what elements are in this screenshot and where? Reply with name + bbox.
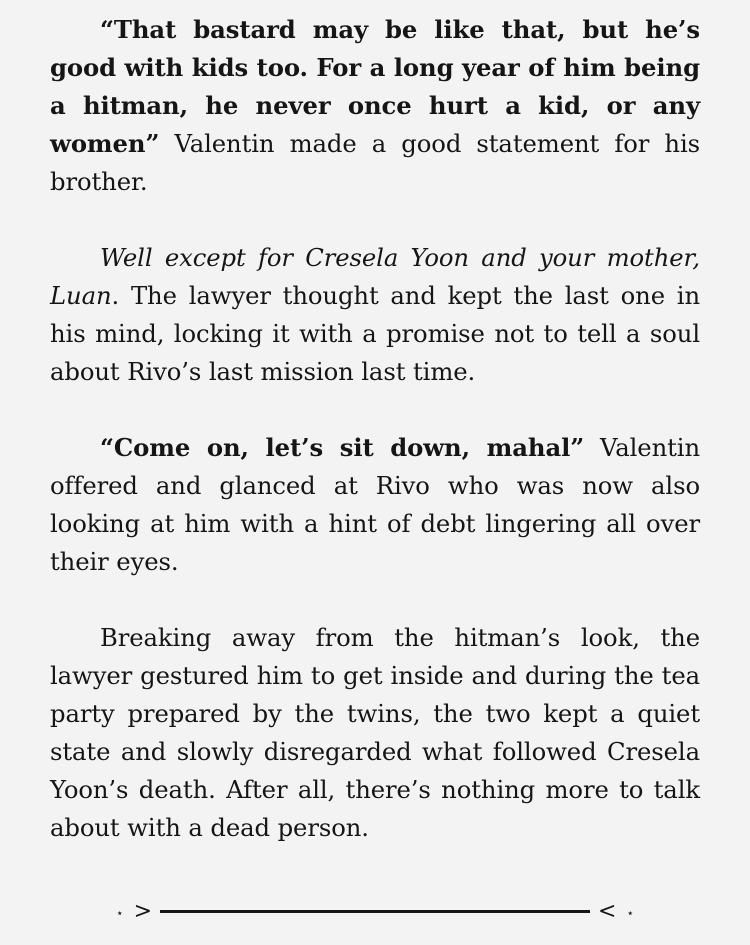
paragraph-4	[50, 619, 700, 847]
narration: Valentin offered and glanced at Rivo who was now also looking at him with a hint of debt lingering all over their eyes.	[50, 433, 700, 576]
paragraph-1	[50, 11, 700, 201]
divider-line	[160, 910, 590, 913]
narration: Valentin made a good statement for his brother.	[50, 129, 700, 196]
left-arrow-icon: <	[598, 898, 617, 924]
scene-divider	[0, 896, 750, 926]
star-icon: ⋆	[116, 906, 124, 920]
right-arrow-icon: >	[133, 898, 152, 924]
narration: Breaking away from the hitman’s look, the lawyer gestured him to get inside and during the tea party prepared by the twins, the two kept a quiet state and slowly disregarded what followed Cresela Yoon’s death. After all, there’s nothing more to talk about with a dead person.	[50, 623, 700, 842]
dialogue-bold: “That bastard may be like that, but he’s good with kids too. For a long year of him being a hitman, he never once hurt a kid, or any women”	[50, 15, 700, 158]
thought-italic: Well except for Cresela Yoon and your mother, Luan	[50, 243, 700, 310]
star-icon: ⋆	[626, 906, 634, 920]
paragraph-3	[50, 429, 700, 581]
dialogue-bold: “Come on, let’s sit down, mahal”	[100, 433, 585, 462]
narration: . The lawyer thought and kept the last one in his mind, locking it with a promise not to tell a soul about Rivo’s last mission last time.	[50, 281, 700, 386]
paragraph-2	[50, 239, 700, 391]
